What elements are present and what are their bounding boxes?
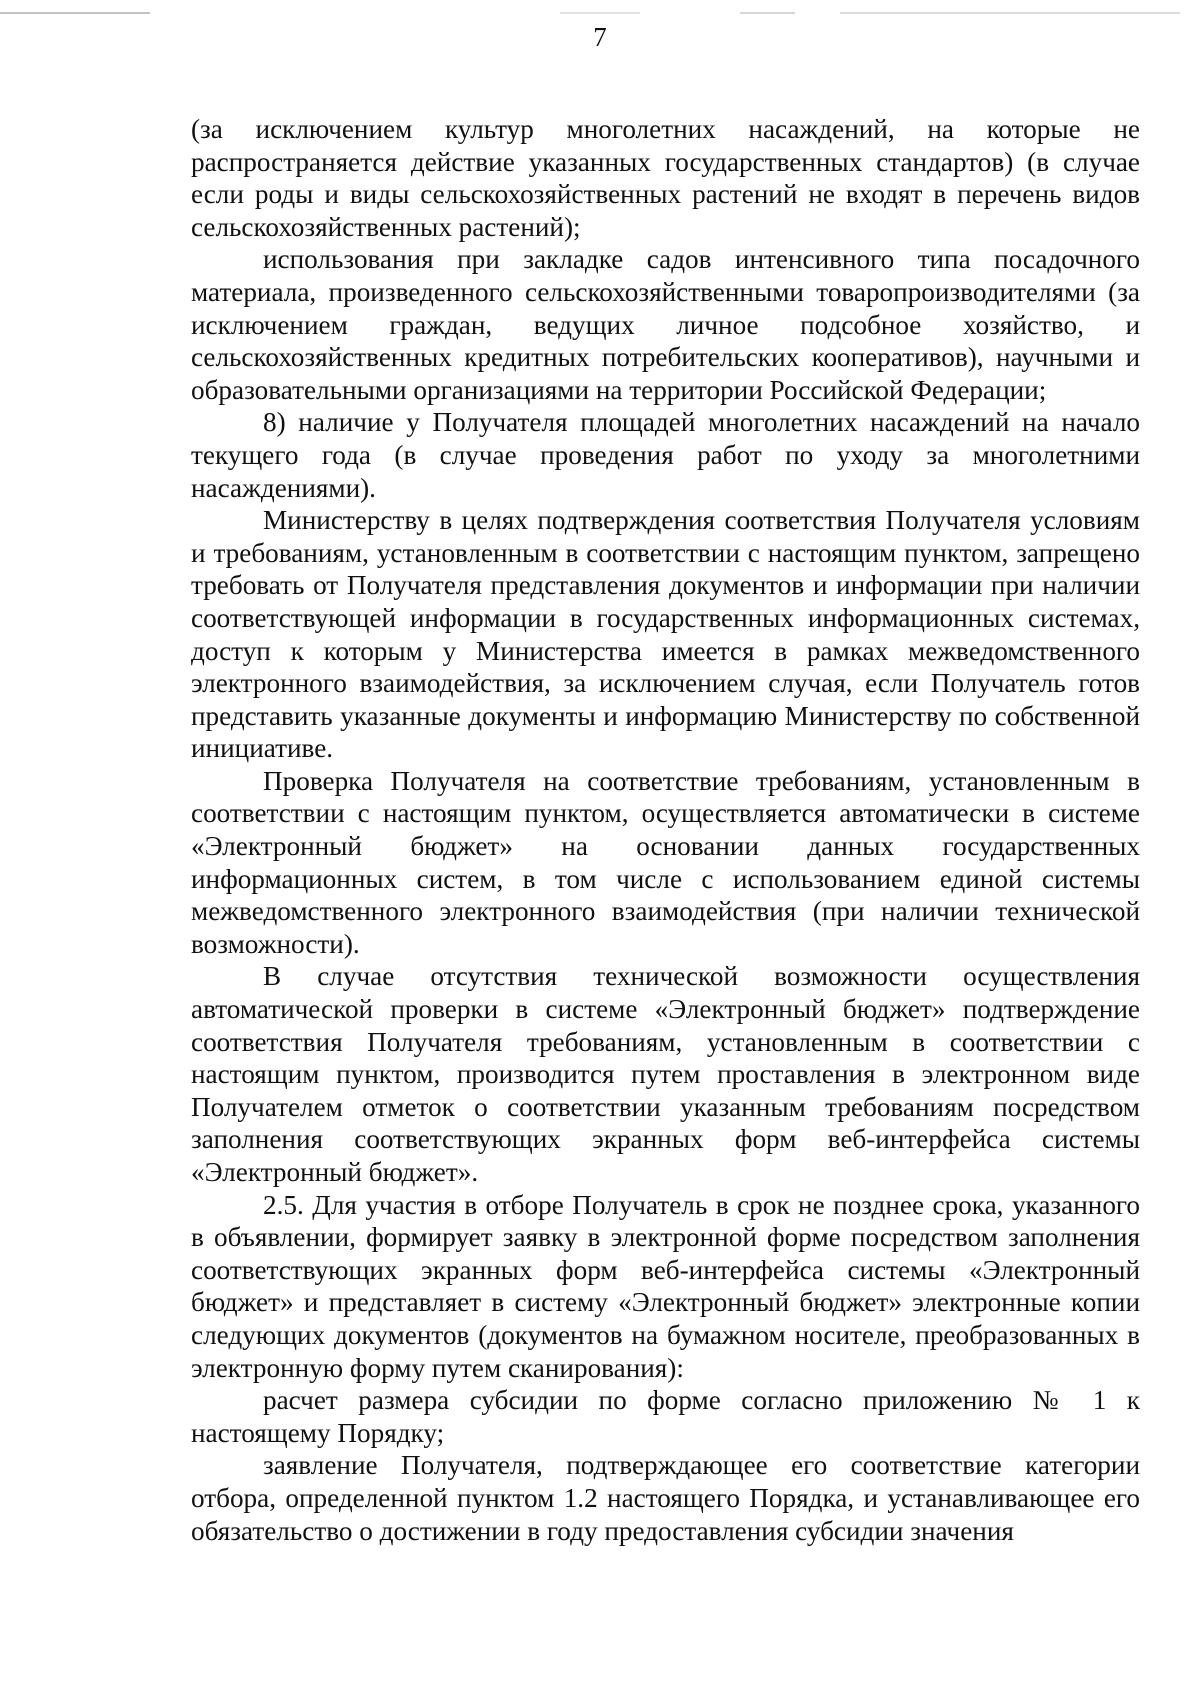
paragraph-section-2-5: 2.5. Для участия в отборе Получатель в срок не позднее срока, указанного в объявлении, формирует заявку в электронной форме посредством заполнения соответствующих экранных форм веб-интерфейса системы «Электронный бюджет» и представляет в систему «Электронный бюджет» электронные копии следующих документов (документов на бумажном носителе, преобразованных в электронную форму путем сканирования):	[191, 1189, 1140, 1383]
paragraph-continuation: (за исключением культур многолетних насаждений, на которые не распространяется действие указанных государственных стандартов) (в случае если роды и виды сельскохозяйственных растений не входят в перечень видов сельскохозяйственных растений);	[191, 114, 1140, 242]
paragraph: использования при закладке садов интенсивного типа посадочного материала, произведенного сельскохозяйственными товаропроизводителями (за исключением граждан, ведущих личное подсобное хозяйство, и сельскохозяйственных кредитных потребительских кооперативов), научными и образовательными организациями на территории Российской Федерации;	[191, 244, 1140, 405]
paragraph: Министерству в целях подтверждения соответствия Получателя условиям и требованиям, установленным в соответствии с настоящим пунктом, запрещено требовать от Получателя представления документов и информации при наличии соответствующей информации в государственных информационных системах, доступ к которым у Министерства имеется в рамках межведомственного электронного взаимодействия, за исключением случая, если Получатель готов представить указанные документы и информацию Министерству по собственной инициативе.	[191, 505, 1140, 764]
scan-noise-mark	[0, 12, 150, 14]
scan-noise-mark	[740, 12, 795, 14]
paragraph: В случае отсутствия технической возможности осуществления автоматической проверки в системе «Электронный бюджет» подтверждение соответствия Получателя требованиям, установленным в соответствии с настоящим пунктом, производится путем проставления в электронном виде Получателем отметок о соответствии указанным требованиям посредством заполнения соответствующих экранных форм веб-интерфейса системы «Электронный бюджет».	[191, 961, 1140, 1187]
scan-noise-mark	[560, 12, 640, 14]
paragraph: расчет размера субсидии по форме согласно приложению № 1 к настоящему Порядку;	[191, 1385, 1140, 1448]
scan-artifacts	[0, 12, 1200, 20]
document-body	[191, 113, 1140, 1547]
paragraph-item-8: 8) наличие у Получателя площадей многолетних насаждений на начало текущего года (в случае проведения работ по уходу за многолетними насаждениями).	[191, 407, 1140, 503]
paragraph: заявление Получателя, подтверждающее его соответствие категории отбора, определенной пунктом 1.2 настоящего Порядка, и устанавливающее его обязательство о достижении в году предоставления субсидии значения	[191, 1450, 1140, 1546]
page-number: 7	[593, 22, 607, 52]
paragraph: Проверка Получателя на соответствие требованиям, установленным в соответствии с настоящим пунктом, осуществляется автоматически в системе «Электронный бюджет» на основании данных государственных информационных систем, в том числе с использованием единой системы межведомственного электронного взаимодействия (при наличии технической возможности).	[191, 765, 1140, 959]
scan-noise-mark	[840, 12, 1180, 14]
